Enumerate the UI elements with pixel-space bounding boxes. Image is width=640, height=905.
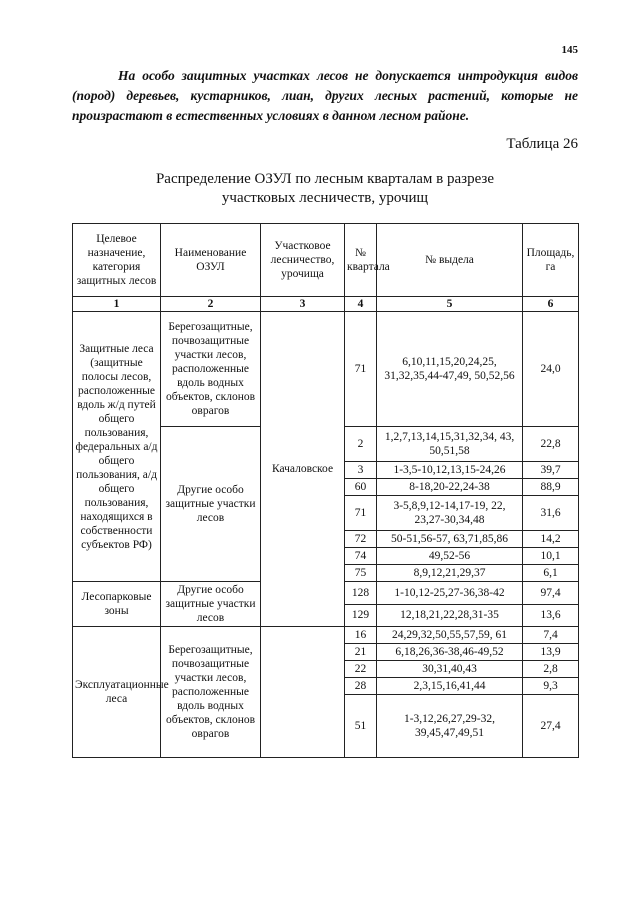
table-title-line-1: Распределение ОЗУЛ по лесным кварталам в разрезе xyxy=(155,171,495,187)
vydel-cell: 2,3,15,16,41,44 xyxy=(377,678,523,695)
area-cell: 2,8 xyxy=(523,661,579,678)
kvartal-cell: 3 xyxy=(345,462,377,479)
vydel-cell: 24,29,32,50,55,57,59, 61 xyxy=(377,627,523,644)
area-cell: 9,3 xyxy=(523,678,579,695)
kvartal-cell: 16 xyxy=(345,627,377,644)
ozul-name-cell: Другие особо защитные участки лесов xyxy=(161,427,261,582)
kvartal-cell: 71 xyxy=(345,496,377,531)
area-cell: 97,4 xyxy=(523,582,579,605)
table-title-line-2: участковых лесничеств, урочищ xyxy=(221,190,429,206)
area-cell: 27,4 xyxy=(523,695,579,758)
column-number: 2 xyxy=(161,297,261,312)
forestry-cell-empty xyxy=(261,627,345,758)
kvartal-cell: 75 xyxy=(345,565,377,582)
kvartal-cell: 129 xyxy=(345,604,377,627)
column-number-row xyxy=(73,297,579,312)
header-area: Площадь, га xyxy=(523,224,579,297)
kvartal-cell: 2 xyxy=(345,427,377,462)
column-number: 5 xyxy=(377,297,523,312)
page-number: 145 xyxy=(561,44,578,56)
kvartal-cell: 28 xyxy=(345,678,377,695)
kvartal-cell: 21 xyxy=(345,644,377,661)
forestry-cell: Качаловское xyxy=(261,312,345,627)
area-cell: 13,6 xyxy=(523,604,579,627)
area-cell: 7,4 xyxy=(523,627,579,644)
column-number: 1 xyxy=(73,297,161,312)
header-row xyxy=(73,224,579,297)
intro-paragraph: На особо защитных участках лесов не допускается интродукция видов (пород) деревьев, кустарников, лиан, других лесных растений, которые не произрастают в естественных условиях в данном лесном районе. xyxy=(72,68,578,123)
area-cell: 13,9 xyxy=(523,644,579,661)
column-number: 6 xyxy=(523,297,579,312)
header-kvartal: № квартала xyxy=(345,224,377,297)
vydel-cell: 1,2,7,13,14,15,31,32,34, 43, 50,51,58 xyxy=(377,427,523,462)
header-category: Целевое назначение, категория защитных лесов xyxy=(73,224,161,297)
ozul-name-cell: Другие особо защитные участки лесов xyxy=(161,582,261,627)
table-row xyxy=(73,627,579,644)
table-label: Таблица 26 xyxy=(506,136,578,152)
kvartal-cell: 74 xyxy=(345,548,377,565)
column-number: 3 xyxy=(261,297,345,312)
vydel-cell: 12,18,21,22,28,31-35 xyxy=(377,604,523,627)
kvartal-cell: 51 xyxy=(345,695,377,758)
category-cell: Защитные леса (защитные полосы лесов, расположенные вдоль ж/д путей общего пользования, федеральных а/д общего пользования, а/д общего пользования, находящихся в собственности субъектов РФ) xyxy=(73,312,161,582)
vydel-cell: 8,9,12,21,29,37 xyxy=(377,565,523,582)
vydel-cell: 1-3,5-10,12,13,15-24,26 xyxy=(377,462,523,479)
area-cell: 88,9 xyxy=(523,479,579,496)
kvartal-cell: 22 xyxy=(345,661,377,678)
vydel-cell: 3-5,8,9,12-14,17-19, 22, 23,27-30,34,48 xyxy=(377,496,523,531)
vydel-cell: 49,52-56 xyxy=(377,548,523,565)
kvartal-cell: 128 xyxy=(345,582,377,605)
category-cell: Лесопарковые зоны xyxy=(73,582,161,627)
area-cell: 10,1 xyxy=(523,548,579,565)
category-cell: Эксплуатационные леса xyxy=(73,627,161,758)
kvartal-cell: 72 xyxy=(345,531,377,548)
area-cell: 31,6 xyxy=(523,496,579,531)
header-forestry: Участковое лесничество, урочища xyxy=(261,224,345,297)
ozul-name-cell: Берегозащитные, почвозащитные участки лесов, расположенные вдоль водных объектов, склонов оврагов xyxy=(161,312,261,427)
ozul-name-cell: Берегозащитные, почвозащитные участки лесов, расположенные вдоль водных объектов, склонов оврагов xyxy=(161,627,261,758)
table-title xyxy=(72,170,578,208)
column-number: 4 xyxy=(345,297,377,312)
area-cell: 39,7 xyxy=(523,462,579,479)
vydel-cell: 8-18,20-22,24-38 xyxy=(377,479,523,496)
kvartal-cell: 60 xyxy=(345,479,377,496)
ozul-distribution-table xyxy=(72,223,579,758)
area-cell: 14,2 xyxy=(523,531,579,548)
table-row xyxy=(73,312,579,427)
area-cell: 22,8 xyxy=(523,427,579,462)
vydel-cell: 1-10,12-25,27-36,38-42 xyxy=(377,582,523,605)
kvartal-cell: 71 xyxy=(345,312,377,427)
vydel-cell: 6,18,26,36-38,46-49,52 xyxy=(377,644,523,661)
vydel-cell: 6,10,11,15,20,24,25, 31,32,35,44-47,49, 50,52,56 xyxy=(377,312,523,427)
vydel-cell: 50-51,56-57, 63,71,85,86 xyxy=(377,531,523,548)
vydel-cell: 30,31,40,43 xyxy=(377,661,523,678)
vydel-cell: 1-3,12,26,27,29-32, 39,45,47,49,51 xyxy=(377,695,523,758)
header-vydel: № выдела xyxy=(377,224,523,297)
area-cell: 24,0 xyxy=(523,312,579,427)
area-cell: 6,1 xyxy=(523,565,579,582)
header-ozul-name: Наименование ОЗУЛ xyxy=(161,224,261,297)
